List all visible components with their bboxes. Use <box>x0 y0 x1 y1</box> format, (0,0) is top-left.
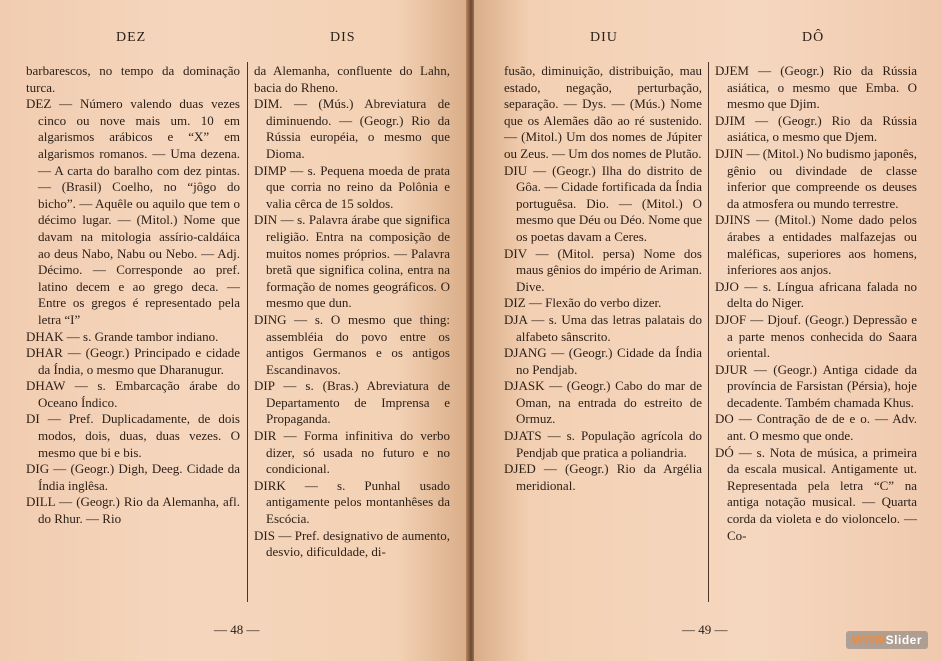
entry: DIRK — s. Punhal usado antigamente pelos montanhêses da Escócia. <box>254 477 450 527</box>
left-column-1 <box>26 63 240 528</box>
right-running-head: DIU <box>590 30 618 45</box>
entry: DJOF — Djouf. (Geogr.) Depressão e a parte menos conhecida do Saara oriental. <box>715 311 917 361</box>
entry: DHAW — s. Embarcação árabe do Oceano Índico. <box>26 378 240 410</box>
entry: DJA — s. Uma das letras palatais do alfabeto sânscrito. <box>504 311 702 344</box>
entry: DIU — (Geogr.) Ilha do distrito de Gôa. — Cidade fortificada da Índia portuguêsa. Dio. — (Mitol.) O mesmo que Déu ou Déo. Nome que os poetas davam a Ceres. <box>504 162 702 244</box>
watermark-part1: WOW <box>852 633 886 647</box>
entry: DJINS — (Mitol.) Nome dado pelos árabes a entidades malfazejas ou maléficas, superiores aos homens, inferiores aos anjos. <box>715 212 917 278</box>
entry: DIG — (Geogr.) Digh, Deeg. Cidade da Índia inglêsa. <box>26 461 240 493</box>
entry: DJO — s. Língua africana falada no delta do Niger. <box>715 278 917 311</box>
left-running-head-2: DIS <box>330 30 356 45</box>
page-number-48: — 48 — <box>214 622 260 637</box>
entry: DING — s. O mesmo que thing: assembléia do povo entre os antigos Germanos e os antigos Escandinavos. <box>254 311 450 377</box>
entry: DIS — Pref. designativo de aumento, desvio, dificuldade, di- <box>254 527 450 560</box>
page-number-49: — 49 — <box>682 622 728 637</box>
right-column-1 <box>504 63 702 494</box>
left-column-2 <box>254 63 450 561</box>
entry: DÓ — s. Nota de música, a primeira da escala musical. Antigamente ut. Representada pela letra “C” na antiga notação musical. — Quarta corda da violeta e do violoncelo. — Co- <box>715 444 917 543</box>
entry: DIN — s. Palavra árabe que significa religião. Entra na composição de muitos nomes próprios. — Palavra bretã que significa colina, entra na formação de nomes geográficos. O mesmo que dun. <box>254 212 450 311</box>
entry: DJIM — (Geogr.) Rio da Rússia asiática, o mesmo que Djem. <box>715 112 917 145</box>
entry: DJUR — (Geogr.) Antiga cidade da província de Farsistan (Pérsia), hoje decadente. Também chamada Khus. <box>715 361 917 410</box>
column-rule <box>708 62 709 602</box>
left-running-head: DEZ <box>116 30 147 45</box>
entry: DHAK — s. Grande tambor indiano. <box>26 328 219 344</box>
entry: DIR — Forma infinitiva do verbo dizer, só usada no futuro e no condicional. <box>254 428 450 477</box>
entry: DIZ — Flexão do verbo dizer. <box>504 295 662 311</box>
column-rule <box>247 62 248 602</box>
entry: DIV — (Mitol. persa) Nome dos maus gênios do império de Ariman. Dive. <box>504 245 702 294</box>
entry: fusão, diminuição, distribuição, mau estado, negação, perturbação, separação. — Dys. — (Mús.) Nome que os Alemães dão ao ré sustenido. — (Mitol.) Um dos nomes de Júpiter ou Zeus. — Um dos nomes de Plutão. <box>504 63 702 161</box>
entry: DEZ — Número valendo duas vezes cinco ou nove mais um. 10 em algarismos arábicos e “X” em algarismos romanos. — Uma dezena. — A carta do baralho com dez pintas. — (Brasil) Coelho, no “jôgo do bicho”. — Aquêle ou aquilo que tem o décimo lugar. — (Mitol.) Nome que davam na mitologia assírio-caldáica ao deus Nabo, Nabu ou Nebo. — Adj. Décimo. — Corresponde ao pref. latino decem e ao grego deca. — Entre os gregos é representado pela letra “I” <box>26 96 240 327</box>
entry: da Alemanha, confluente do Lahn, bacia do Rheno. <box>254 63 450 95</box>
entry: DIM. — (Mús.) Abreviatura de diminuendo. — (Geogr.) Rio da Rússia européia, o mesmo que Dioma. <box>254 96 450 161</box>
watermark-part2: Slider <box>885 633 922 647</box>
wowslider-watermark <box>846 631 928 649</box>
entry: DJED — (Geogr.) Rio da Argélia meridional. <box>504 461 702 493</box>
left-page <box>0 0 468 661</box>
entry: DILL — (Geogr.) Rio da Alemanha, afl. do Rhur. — Rio <box>26 494 240 527</box>
entry: DI — Pref. Duplicadamente, de dois modos, dois, duas, duas vezes. O mesmo que bi e bis. <box>26 411 240 460</box>
right-running-head-2: DÔ <box>802 30 825 45</box>
right-column-2 <box>715 63 917 544</box>
entry: DO — Contração de de e o. — Adv. ant. O mesmo que onde. <box>715 411 917 444</box>
entry: DJEM — (Geogr.) Rio da Rússia asiática, o mesmo que Emba. O mesmo que Djim. <box>715 63 917 112</box>
entry: DIMP — s. Pequena moeda de prata que corria no reino da Polônia e valia cêrca de 15 soldos. <box>254 162 450 211</box>
entry: DJIN — (Mitol.) No budismo japonês, gênio ou divindade de classe inferior que compreende os deuses da atmosfera ou mundo terrestre. <box>715 145 917 211</box>
entry: DIP — s. (Bras.) Abreviatura de Departamento de Imprensa e Propaganda. <box>254 378 450 427</box>
entry: DHAR — (Geogr.) Principado e cidade da Índia, o mesmo que Dharanugur. <box>26 345 240 377</box>
entry: DJATS — s. População agrícola do Pendjab que pratica a poliandria. <box>504 428 702 460</box>
entry: DJASK — (Geogr.) Cabo do mar de Oman, na entrada do estreito de Ormuz. <box>504 378 702 427</box>
entry: barbarescos, no tempo da dominação turca. <box>26 63 240 95</box>
entry: DJANG — (Geogr.) Cidade da Índia no Pendjab. <box>504 345 702 377</box>
right-page <box>474 0 942 661</box>
